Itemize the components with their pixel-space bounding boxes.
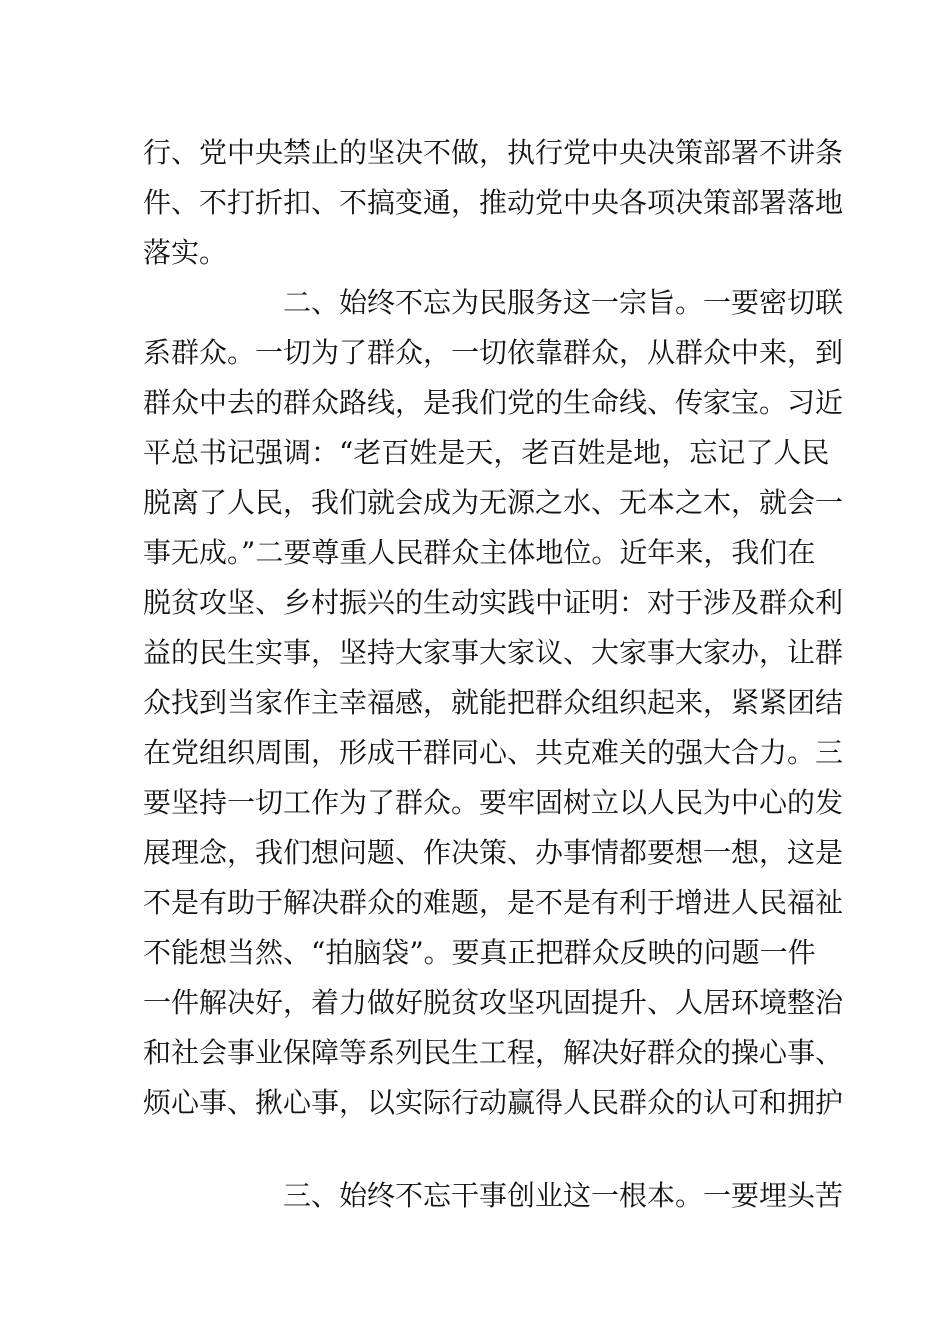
text-line: 件、不打折扣、不搞变通，推动党中央各项决策部署落地: [143, 186, 844, 219]
text-line: 行、党中央禁止的坚决不做，执行党中央决策部署不讲条: [143, 136, 844, 169]
text-line: 众找到当家作主幸福感，就能把群众组织起来，紧紧团结: [143, 686, 844, 719]
text-line: 一件解决好，着力做好脱贫攻坚巩固提升、人居环境整治: [143, 986, 844, 1019]
text-line: 烦心事、揪心事，以实际行动赢得人民群众的认可和拥护: [143, 1086, 844, 1119]
text-line: 落实。: [143, 236, 228, 269]
text-line: 事无成。”二要尊重人民群众主体地位。近年来，我们在: [143, 536, 816, 569]
text-line: 不是有助于解决群众的难题，是不是有利于增进人民福祉: [143, 886, 844, 919]
text-line: 平总书记强调：“老百姓是天，老百姓是地，忘记了人民: [143, 436, 830, 469]
text-line: 脱贫攻坚、乡村振兴的生动实践中证明：对于涉及群众利: [143, 586, 844, 619]
text-line: 展理念，我们想问题、作决策、办事情都要想一想，这是: [143, 836, 844, 869]
text-line: 和社会事业保障等系列民生工程，解决好群众的操心事、: [143, 1036, 844, 1069]
text-line: 益的民生实事，坚持大家事大家议、大家事大家办，让群: [143, 636, 844, 669]
text-line: 不能想当然、“拍脑袋”。要真正把群众反映的问题一件: [143, 936, 816, 969]
text-line: 在党组织周围，形成干群同心、共克难关的强大合力。三: [143, 736, 844, 769]
text-line: 群众中去的群众路线，是我们党的生命线、传家宝。习近: [143, 386, 844, 419]
section-heading-line: 二、始终不忘为民服务这一宗旨。一要密切联: [283, 286, 844, 319]
text-line: 系群众。一切为了群众，一切依靠群众，从群众中来，到: [143, 336, 844, 369]
section-heading-line: 三、始终不忘干事创业这一根本。一要埋头苦: [283, 1179, 844, 1212]
text-line: 要坚持一切工作为了群众。要牢固树立以人民为中心的发: [143, 786, 844, 819]
text-line: 脱离了人民，我们就会成为无源之水、无本之木，就会一: [143, 486, 844, 519]
